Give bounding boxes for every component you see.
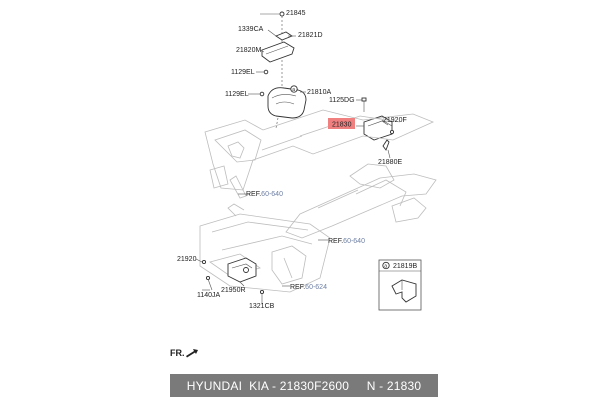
label-21950R: 21950R [221,287,246,294]
ref-label-60-640-lower[interactable]: REF.60-640 [328,238,365,245]
leader-lines [196,14,392,304]
label-21920: 21920 [177,256,197,263]
arrow-icon [185,348,199,358]
label-21880E: 21880E [378,159,403,166]
label-21845: 21845 [286,10,306,17]
front-label: FR. [170,348,185,358]
bracket-21820M [262,42,294,62]
inset-21819B [379,260,421,310]
label-21820M: 21820M [236,47,262,54]
label-21830[interactable]: 21830 [332,121,352,129]
part-number-footer: HYUNDAI KIA - 21830F2600 N - 21830 [170,374,438,397]
label-1129EL-upper: 1129EL [231,69,255,76]
mount-21950R [228,258,256,282]
label-1339CA: 1339CA [238,26,264,33]
ref-label-60-640-upper[interactable]: REF.60-640 [246,191,283,198]
label-21920F: 21920F [383,117,407,124]
svg-text:a: a [384,263,387,270]
svg-text:a: a [292,87,295,94]
label-1125DG: 1125DG [329,97,355,104]
label-21810A: 21810A [307,89,332,96]
label-1321CB: 1321CB [249,303,275,310]
label-1129EL-lower: 1129EL [225,91,249,98]
front-direction-indicator [170,348,199,358]
label-21819B: 21819B [393,263,418,270]
ref-label-60-624[interactable]: REF.60-624 [290,284,327,291]
label-21821D: 21821D [298,32,323,39]
upper-mount-assembly [260,12,366,128]
label-1140JA: 1140JA [197,292,221,299]
side-member-frame [205,110,436,238]
